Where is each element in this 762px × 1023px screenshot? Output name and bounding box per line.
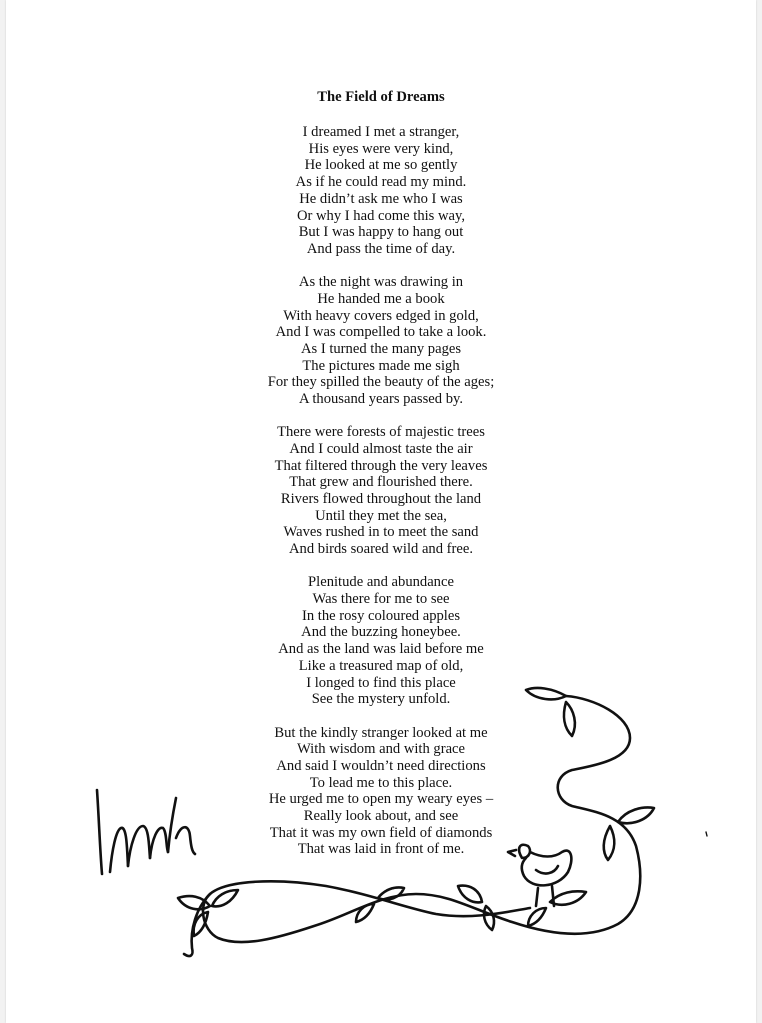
- poem-line: But I was happy to hang out: [298, 224, 464, 241]
- poem-line: To lead me to this place.: [309, 774, 453, 791]
- poem-line: He handed me a book: [317, 290, 445, 307]
- poem-line: But the kindly stranger looked at me: [274, 724, 488, 741]
- poem-line: A thousand years passed by.: [298, 391, 463, 408]
- poem-line: That was laid in front of me.: [297, 841, 465, 858]
- poem-line: I longed to find this place: [306, 674, 456, 691]
- poem-line: And as the land was laid before me: [278, 641, 484, 658]
- poem-line: As if he could read my mind.: [295, 174, 467, 191]
- poem-line: There were forests of majestic trees: [277, 424, 485, 441]
- poem-line: With wisdom and with grace: [296, 741, 465, 758]
- document-page: [6, 0, 756, 1023]
- poem-line: Until they met the sea,: [315, 507, 447, 524]
- poem-line: He didn’t ask me who I was: [299, 190, 463, 207]
- poem-line: In the rosy coloured apples: [301, 607, 461, 624]
- poem-line: With heavy covers edged in gold,: [283, 307, 479, 324]
- poem-line: That grew and flourished there.: [289, 474, 473, 491]
- poem-line: And I was compelled to take a look.: [275, 324, 487, 341]
- poem-line: Was there for me to see: [312, 591, 450, 608]
- poem-line: And birds soared wild and free.: [289, 541, 473, 558]
- poem-line: Really look about, and see: [303, 808, 459, 825]
- poem-line: And pass the time of day.: [306, 240, 456, 257]
- poem-line: His eyes were very kind,: [308, 140, 454, 157]
- poem-line: That filtered through the very leaves: [274, 457, 488, 474]
- poem-line: Like a treasured map of old,: [298, 657, 464, 674]
- poem-line: Rivers flowed throughout the land: [280, 491, 482, 508]
- stanza-5: [6, 725, 756, 859]
- poem-line: For they spilled the beauty of the ages;: [267, 374, 495, 391]
- poem-line: As the night was drawing in: [298, 274, 464, 291]
- stanza-3: [6, 424, 756, 558]
- stanza-1: [6, 124, 756, 258]
- poem-line: He urged me to open my weary eyes –: [268, 791, 494, 808]
- poem: [6, 88, 756, 875]
- poem-line: And the buzzing honeybee.: [301, 624, 461, 641]
- poem-line: And said I wouldn’t need directions: [276, 757, 486, 774]
- poem-line: He looked at me so gently: [304, 157, 458, 174]
- poem-line: I dreamed I met a stranger,: [302, 124, 460, 140]
- poem-title: The Field of Dreams: [317, 89, 445, 105]
- poem-line: Waves rushed in to meet the sand: [283, 524, 479, 541]
- poem-line: And I could almost taste the air: [289, 440, 473, 457]
- poem-line: Plenitude and abundance: [308, 574, 454, 591]
- stanza-2: [6, 274, 756, 408]
- poem-line: Or why I had come this way,: [296, 207, 466, 224]
- poem-line: The pictures made me sigh: [302, 357, 460, 374]
- poem-line: That it was my own field of diamonds: [269, 824, 493, 841]
- stanza-4: [6, 574, 756, 708]
- poem-line: See the mystery unfold.: [311, 691, 451, 708]
- poem-line: As I turned the many pages: [300, 340, 462, 357]
